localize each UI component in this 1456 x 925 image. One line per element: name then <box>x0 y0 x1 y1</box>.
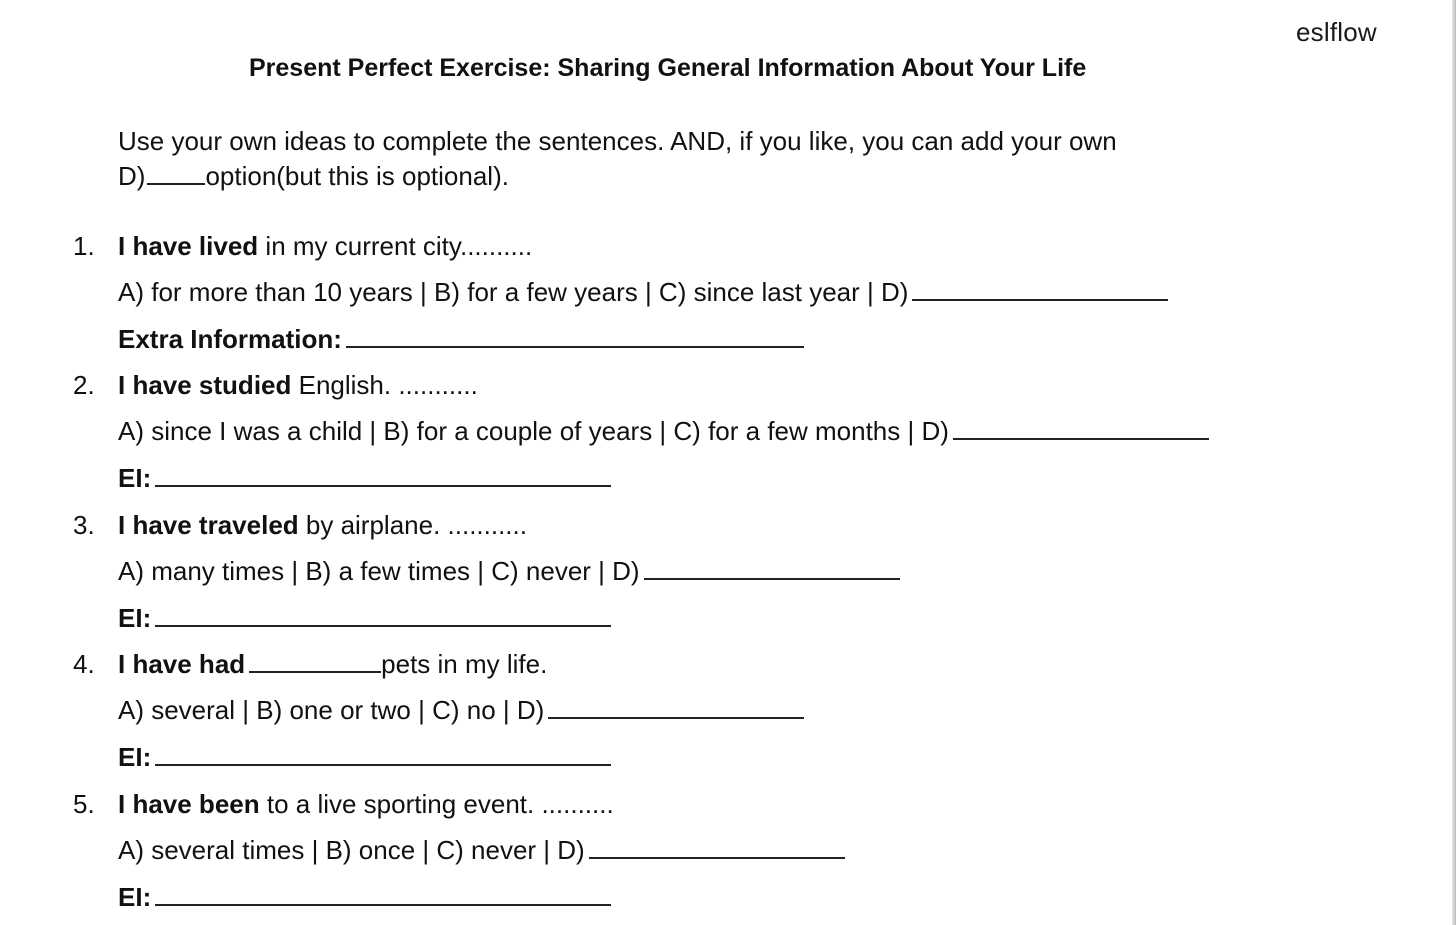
question-verb: I have studied <box>118 370 292 400</box>
extra-info-blank[interactable] <box>155 882 611 906</box>
question-verb: I have lived <box>118 231 259 261</box>
extra-info-label: EI: <box>118 603 152 633</box>
extra-info-line <box>118 463 611 494</box>
question-line <box>118 789 614 820</box>
question-rest: English. ........... <box>291 370 478 400</box>
instructions-line-2 <box>118 159 1228 194</box>
question-rest: pets in my life. <box>381 649 548 679</box>
option-d-blank[interactable] <box>912 277 1168 301</box>
options-text: A) several times | B) once | C) never | D) <box>118 835 585 865</box>
extra-info-label: EI: <box>118 463 152 493</box>
option-d-blank[interactable] <box>589 835 845 859</box>
instructions-line-1: Use your own ideas to complete the sentences. AND, if you like, you can add your own <box>118 126 1117 156</box>
extra-info-label: EI: <box>118 882 152 912</box>
question-line <box>118 231 532 262</box>
instructions-line-2-suffix: option(but this is optional). <box>205 161 509 191</box>
extra-info-blank[interactable] <box>155 463 611 487</box>
page-edge-shadow <box>1452 0 1456 925</box>
instructions-blank <box>147 161 205 185</box>
option-d-blank[interactable] <box>548 695 804 719</box>
question-line <box>118 370 478 401</box>
extra-info-line <box>118 742 611 773</box>
options-line <box>118 835 845 866</box>
extra-info-label: EI: <box>118 742 152 772</box>
item-number: 3. <box>73 510 95 540</box>
question-verb: I have been <box>118 789 260 819</box>
options-text: A) for more than 10 years | B) for a few years | C) since last year | D) <box>118 277 909 307</box>
question-line <box>118 649 547 680</box>
options-text: A) several | B) one or two | C) no | D) <box>118 695 545 725</box>
extra-info-line <box>118 603 611 634</box>
instructions <box>118 124 1228 194</box>
page-title: Present Perfect Exercise: Sharing General Information About Your Life <box>249 54 1087 82</box>
brand-name: eslflow <box>1296 17 1377 47</box>
question-rest: in my current city.......... <box>258 231 533 261</box>
options-line <box>118 277 1168 308</box>
extra-info-blank[interactable] <box>155 742 611 766</box>
item-number: 4. <box>73 649 95 679</box>
extra-info-label: Extra Information: <box>118 324 342 354</box>
question-blank[interactable] <box>249 649 381 673</box>
options-line <box>118 556 900 587</box>
options-line <box>118 416 1209 447</box>
options-line <box>118 695 804 726</box>
extra-info-line <box>118 324 804 355</box>
options-text: A) since I was a child | B) for a couple of years | C) for a few months | D) <box>118 416 949 446</box>
extra-info-blank[interactable] <box>346 324 804 348</box>
item-number: 1. <box>73 231 95 261</box>
question-verb: I have had <box>118 649 246 679</box>
option-d-blank[interactable] <box>953 416 1209 440</box>
options-text: A) many times | B) a few times | C) never | D) <box>118 556 640 586</box>
question-verb: I have traveled <box>118 510 299 540</box>
extra-info-blank[interactable] <box>155 603 611 627</box>
question-rest: by airplane. ........... <box>298 510 527 540</box>
item-number: 2. <box>73 370 95 400</box>
item-number: 5. <box>73 789 95 819</box>
option-d-blank[interactable] <box>644 556 900 580</box>
extra-info-line <box>118 882 611 913</box>
instructions-line-2-prefix: D) <box>118 161 146 191</box>
question-rest: to a live sporting event. .......... <box>259 789 614 819</box>
question-line <box>118 510 527 541</box>
